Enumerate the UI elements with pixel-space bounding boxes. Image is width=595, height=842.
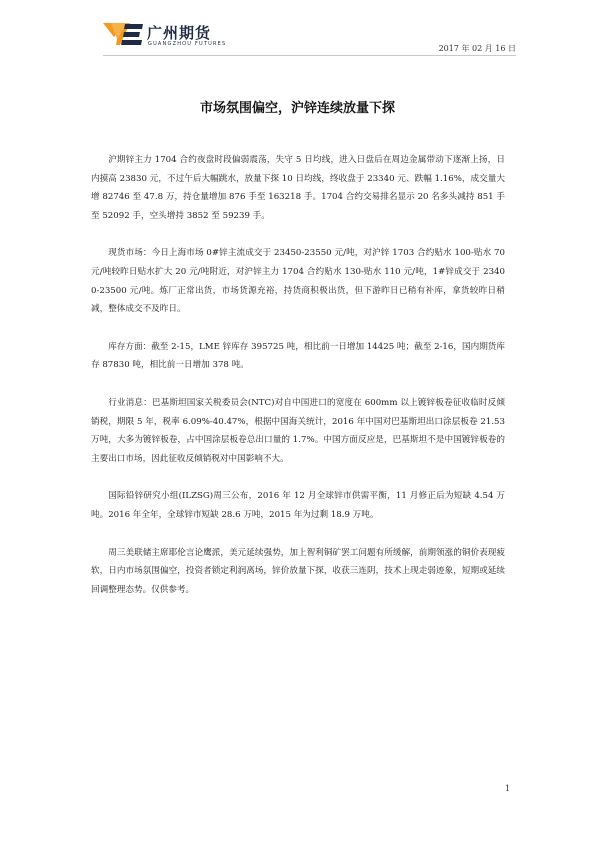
paragraph-market-review: 沪期锌主力 1704 合约夜盘时段偏弱震荡，失守 5 日均线，进入日盘后在周边金属带动下逐渐上扬，日内摸高 23830 元，不过午后大幅跳水，放量下探 10 日均线，终收盘于 23340 元、跌幅 1.16%，成交量大增 82746 至 47.8 万，持仓量增加 876 手至 163218 手。1704 合约交易排名显示 20 名多头减持 851 手至 52092 手，空头增持 3852 至 59239 手。 [91, 155, 505, 221]
gzf-logo-icon [103, 20, 143, 48]
report-date: 2017 年 02 月 16 日 [438, 44, 516, 53]
paragraph-industry-news: 行业消息：巴基斯坦国家关税委员会(NTC)对自中国进口的宽度在 600mm 以上镀锌板卷征收临时反倾销税，期限 5 年，税率 6.09%-40.47%，根据中国海关统计，2016 年中国对巴基斯坦出口涂层板卷 21.53 万吨，大多为镀锌板卷，占中国涂层板卷总出口量的 1.7%。中国方面反应是，巴基斯坦不是中国镀锌板卷的主要出口市场，因此征收反倾销税对中国影响不大。 [91, 397, 505, 464]
company-name-cn: 广州期货 [147, 24, 212, 42]
company-logo [103, 19, 273, 49]
article-body [91, 151, 505, 618]
paragraph-inventory: 库存方面：截至 2-15，LME 锌库存 395725 吨，相比前一日增加 14425 吨；截至 2-16，国内期货库存 87830 吨，相比前一日增加 378 吨。 [91, 341, 505, 371]
paragraph-spot-market: 现货市场：今日上海市场 0#锌主流成交于 23450-23550 元/吨，对沪锌 1703 合约贴水 100-贴水 70 元/吨较昨日贴水扩大 20 元/吨附近，对沪锌主力 1704 合约贴水 130-贴水 110 元/吨，1#锌成交于 23400-23500 元/吨。炼厂正常出货，市场货源充裕，持货商积极出货，但下游昨日已稍有补库，拿货较昨日稍减，整体成交不及昨日。 [91, 248, 505, 315]
page-title: 市场氛围偏空，沪锌连续放量下探 [199, 101, 395, 116]
paragraph-ilzsg: 国际铅锌研究小组(ILZSG)周三公布，2016 年 12 月全球锌市供需平衡，11 月修正后为短缺 4.54 万吨。2016 年全年，全球锌市短缺 28.6 万吨，2015 年为过剩 18.9 万吨。 [91, 491, 505, 520]
page-header [0, 0, 595, 60]
page-number: 1 [504, 784, 510, 793]
paragraph-outlook: 周三美联储主席耶伦言论鹰派，美元延续强势，加上智利铜矿罢工问题有所缓解，前期领涨的铜价表现疲软，日内市场氛围偏空，投资者锁定利润离场，锌价放量下探，收获三连阴，技术上现走弱迹象，短期或延续回调整理态势。仅供参考。 [91, 547, 505, 595]
company-name-en: GUANGZHOU FUTURES [148, 41, 227, 47]
header-divider [103, 55, 516, 56]
